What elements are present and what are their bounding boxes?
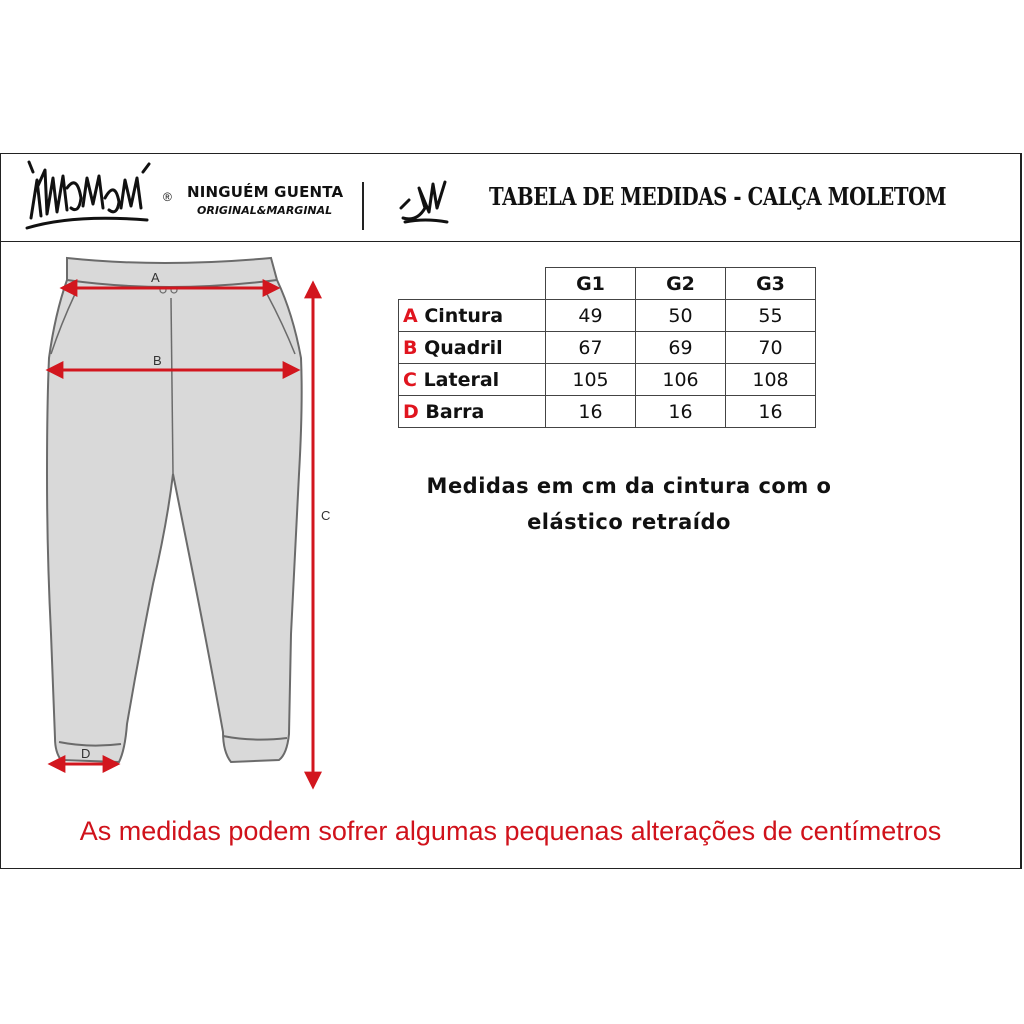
header-g3: G3 xyxy=(726,268,816,300)
table-cell: 16 xyxy=(726,396,816,428)
brand-tagline: ORIGINAL&MARGINAL xyxy=(197,204,333,217)
label-c: C xyxy=(321,508,331,523)
graffiti-signature-logo-icon xyxy=(23,158,153,238)
row-label: B Quadril xyxy=(399,332,546,364)
table-header-row xyxy=(399,268,816,300)
page-title: TABELA DE MEDIDAS - CALÇA MOLETOM xyxy=(489,182,947,211)
table-row xyxy=(399,364,816,396)
table-cell: 69 xyxy=(636,332,726,364)
header-g2: G2 xyxy=(636,268,726,300)
label-d: D xyxy=(81,746,91,761)
table-corner xyxy=(399,268,546,300)
table-cell: 55 xyxy=(726,300,816,332)
row-label: A Cintura xyxy=(399,300,546,332)
table-cell: 50 xyxy=(636,300,726,332)
pants-diagram xyxy=(41,254,341,794)
disclaimer-footer: As medidas podem sofrer algumas pequenas alterações de centímetros xyxy=(79,816,942,846)
header-g1: G1 xyxy=(546,268,636,300)
table-cell: 105 xyxy=(546,364,636,396)
brand-name: NINGUÉM GUENTA xyxy=(187,183,344,201)
table-cell: 49 xyxy=(546,300,636,332)
pants-silhouette xyxy=(47,258,302,762)
note-line-1: Medidas em cm da cintura com o xyxy=(426,474,832,498)
table-row xyxy=(399,332,816,364)
table-cell: 70 xyxy=(726,332,816,364)
table-row xyxy=(399,300,816,332)
size-chart-sheet xyxy=(0,153,1022,869)
table-row xyxy=(399,396,816,428)
header xyxy=(1,154,1020,242)
table-cell: 67 xyxy=(546,332,636,364)
graffiti-monogram-icon xyxy=(399,178,451,226)
header-divider xyxy=(362,182,364,230)
measurement-note xyxy=(411,468,847,540)
note-line-2: elástico retraído xyxy=(527,510,731,534)
row-label: C Lateral xyxy=(399,364,546,396)
table-cell: 16 xyxy=(546,396,636,428)
table-cell: 108 xyxy=(726,364,816,396)
label-a: A xyxy=(151,270,160,285)
label-b: B xyxy=(153,353,162,368)
size-table xyxy=(398,267,816,428)
table-cell: 16 xyxy=(636,396,726,428)
registered-mark: ® xyxy=(163,190,172,204)
row-label: D Barra xyxy=(399,396,546,428)
table-cell: 106 xyxy=(636,364,726,396)
